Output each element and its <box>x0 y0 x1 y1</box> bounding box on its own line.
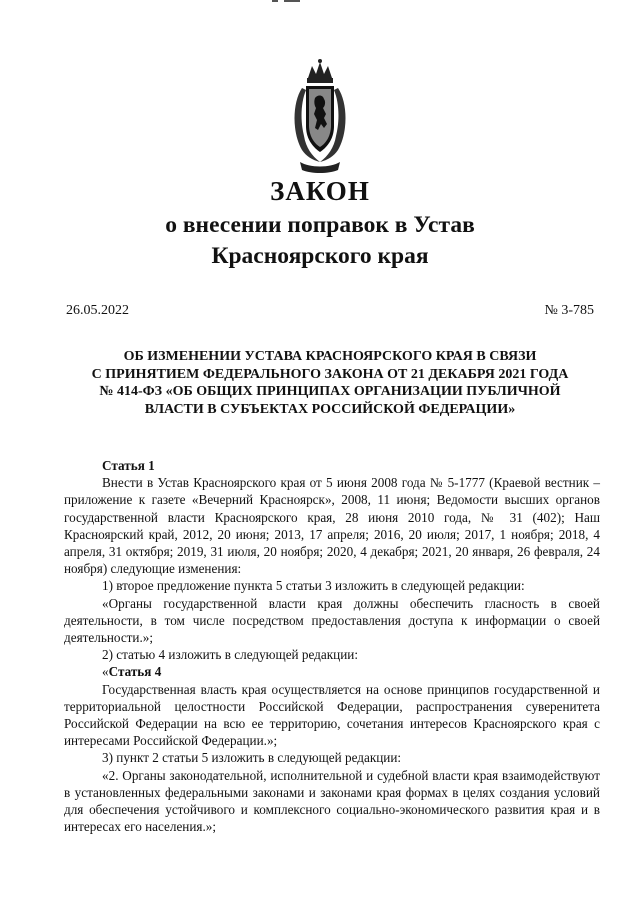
scan-mark <box>272 0 278 2</box>
law-heading <box>60 348 600 418</box>
article-1-title: Статья 1 <box>102 458 155 473</box>
heading-line: С ПРИНЯТИЕМ ФЕДЕРАЛЬНОГО ЗАКОНА ОТ 21 ДЕКАБРЯ 2021 ГОДА <box>91 366 569 382</box>
document-subtitle-line1: о внесении поправок в Устав <box>165 212 475 238</box>
coat-of-arms-emblem <box>288 58 352 176</box>
heading-line: ВЛАСТИ В СУБЪЕКТАХ РОССИЙСКОЙ ФЕДЕРАЦИИ» <box>144 401 516 417</box>
document-date: 26.05.2022 <box>66 303 129 318</box>
amendment-item-2: 2) статью 4 изложить в следующей редакции: <box>102 647 358 663</box>
article-4-text: Государственная власть края осуществляется на основе принципов государственной и территориальной целостности Российской Федерации, распространения суверенитета Российской Федерации на всю ее территорию, сочетания интересов Красноярского края с интересами Российской Федерации.»; <box>64 681 600 749</box>
amendment-item-3: 3) пункт 2 статьи 5 изложить в следующей редакции: <box>102 750 402 766</box>
article-1-intro: Внести в Устав Красноярского края от 5 июня 2008 года № 5-1777 (Краевой вестник – приложение к газете «Вечерний Красноярск», 2008, 11 июня; Ведомости высших органов государственной власти Красноярского края, 28 июня 2010 года, № 31 (402); Наш Красноярский край, 2012, 20 июня; 2013, 17 апреля; 2016, 20 июля; 2017, 1 ноября; 2018, 4 апреля, 31 октября; 2019, 31 июля, 20 ноября; 2020, 4 декабря; 2021, 20 января, 26 февраля, 24 ноября) следующие изменения: <box>64 475 600 577</box>
document-title: ЗАКОН <box>270 176 370 206</box>
amendment-item-3-text: «2. Органы законодательной, исполнительной и судебной власти края взаимодействуют в установленных федеральными законами и законами края формах в целях создания условий для обеспечения устойчивого и комплексного социально-экономического развития края и в интересах его населения.»; <box>64 767 600 835</box>
heading-line: ОБ ИЗМЕНЕНИИ УСТАВА КРАСНОЯРСКОГО КРАЯ В СВЯЗИ <box>123 349 537 364</box>
document-number: № 3-785 <box>544 303 594 318</box>
heading-line: № 414-ФЗ «ОБ ОБЩИХ ПРИНЦИПАХ ОРГАНИЗАЦИИ ПУБЛИЧНОЙ <box>99 384 561 400</box>
quote-mark: « <box>102 664 109 680</box>
article-4-title-text: Статья 4 <box>108 664 162 680</box>
amendment-item-1: 1) второе предложение пункта 5 статьи 3 изложить в следующей редакции: <box>102 578 525 594</box>
article-4-title <box>64 663 600 680</box>
scan-mark <box>284 0 300 2</box>
document-body <box>64 457 600 835</box>
amendment-item-1-text: «Органы государственной власти края должны обеспечить гласность в своей деятельности, в том числе посредством предоставления доступа к информации о своей деятельности.»; <box>64 595 600 646</box>
document-subtitle-line2: Красноярского края <box>211 243 429 269</box>
